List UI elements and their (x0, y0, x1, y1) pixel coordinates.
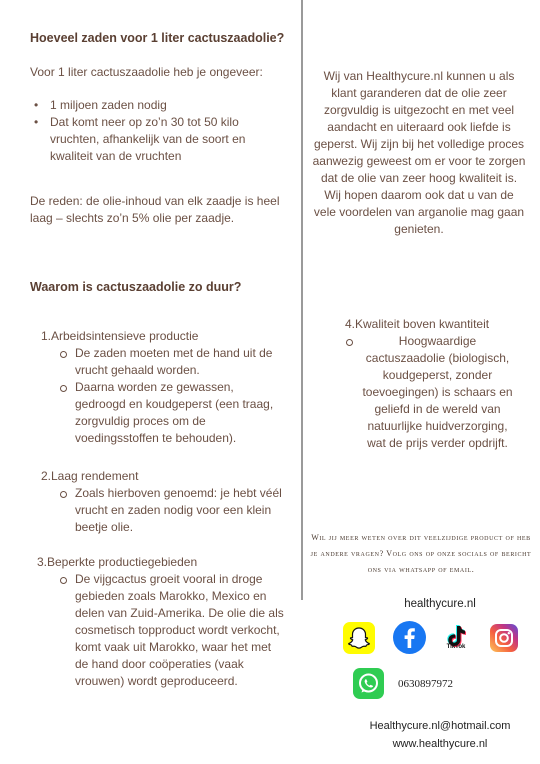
reason-title: 2.Laag rendement (41, 469, 139, 483)
q1-bullets (30, 97, 285, 165)
quality-text: Hoogwaardige cactuszaadolie (biologisch, koudgeperst, zonder toevoegingen) is schaars en geliefd in de wereld van natuurlijke huidverzorging, wat de prijs verder opdrijft. (340, 333, 515, 452)
snapchat-icon[interactable] (343, 622, 375, 654)
reason-subs (41, 345, 285, 447)
reason-block (30, 328, 285, 447)
whatsapp-icon[interactable] (353, 668, 384, 699)
reason-block (30, 554, 285, 690)
reason-title: 3.Beperkte productiegebieden (37, 555, 198, 569)
guarantee-paragraph: Wij van Healthycure.nl kunnen u als klant garanderen dat de olie zeer zorgvuldig is uitgezocht en met veel aandacht en uiteraard ook liefde is geperst. Wij zijn bij het volledige proces aanwezig geweest om er voor te zorgen dat de olie van zeer hoog kwaliteit is. Wij hopen daarom ook dat u van de vele voordelen van arganolie mag gaan genieten. (312, 69, 526, 236)
website-link[interactable]: www.healthycure.nl (392, 738, 488, 750)
instagram-icon[interactable] (490, 624, 518, 652)
column-divider (301, 0, 303, 600)
q1-heading: Hoeveel zaden voor 1 liter cactuszaadolie? (30, 31, 285, 45)
q1-reason: De reden: de olie-inhoud van elk zaadje is heel laag – slechts zo’n 5% olie per zaadje. (30, 194, 280, 225)
list-item: • 1 miljoen zaden nodig (30, 97, 285, 114)
social-handle: healthycure.nl (404, 598, 476, 610)
reason-block (30, 468, 285, 536)
list-item: • Dat komt neer op zo’n 30 tot 50 kilo vruchten, afhankelijk van de soort en kwaliteit van de vruchten (30, 114, 285, 165)
reason-subs (41, 485, 285, 536)
email-address[interactable]: Healthycure.nl@hotmail.com (369, 720, 511, 732)
reason-subs (37, 571, 285, 690)
tiktok-label: TikTok (446, 644, 466, 650)
list-item: De vijgcactus groeit vooral in droge gebieden zoals Marokko, Mexico en delen van Zuid-Amerika. De olie die als cosmetisch topproduct wordt verkocht, komt vaak uit Marokko, waar het met de hand door coöperaties (vaak vrouwen) wordt geproduceerd. (55, 571, 285, 690)
quality-block (340, 316, 515, 452)
list-item: Daarna worden ze gewassen, gedroogd en koudgeperst (een traag, zorgvuldig proces om de voedingsstoffen te behouden). (55, 379, 285, 447)
facebook-icon[interactable] (393, 621, 426, 654)
phone-number: 0630897972 (398, 678, 453, 690)
reason-title: 1.Arbeidsintensieve productie (41, 329, 199, 343)
list-item: De zaden moeten met de hand uit de vrucht gehaald worden. (55, 345, 285, 379)
q2-heading: Waarom is cactuszaadolie zo duur? (30, 280, 242, 294)
left-column (30, 30, 285, 690)
contact-cta: Wil jij meer weten over dit veelzijdige product of heb je andere vragen? Volg ons op onze socials of bericht ons via whatsapp of email. (310, 533, 532, 574)
q1-intro: Voor 1 liter cactuszaadolie heb je ongeveer: (30, 65, 263, 79)
quality-title: 4.Kwaliteit boven kwantiteit (345, 317, 490, 331)
list-item: Zoals hierboven genoemd: je hebt véél vrucht en zaden nodig voor een klein beetje olie. (55, 485, 285, 536)
tiktok-icon[interactable] (440, 622, 472, 654)
